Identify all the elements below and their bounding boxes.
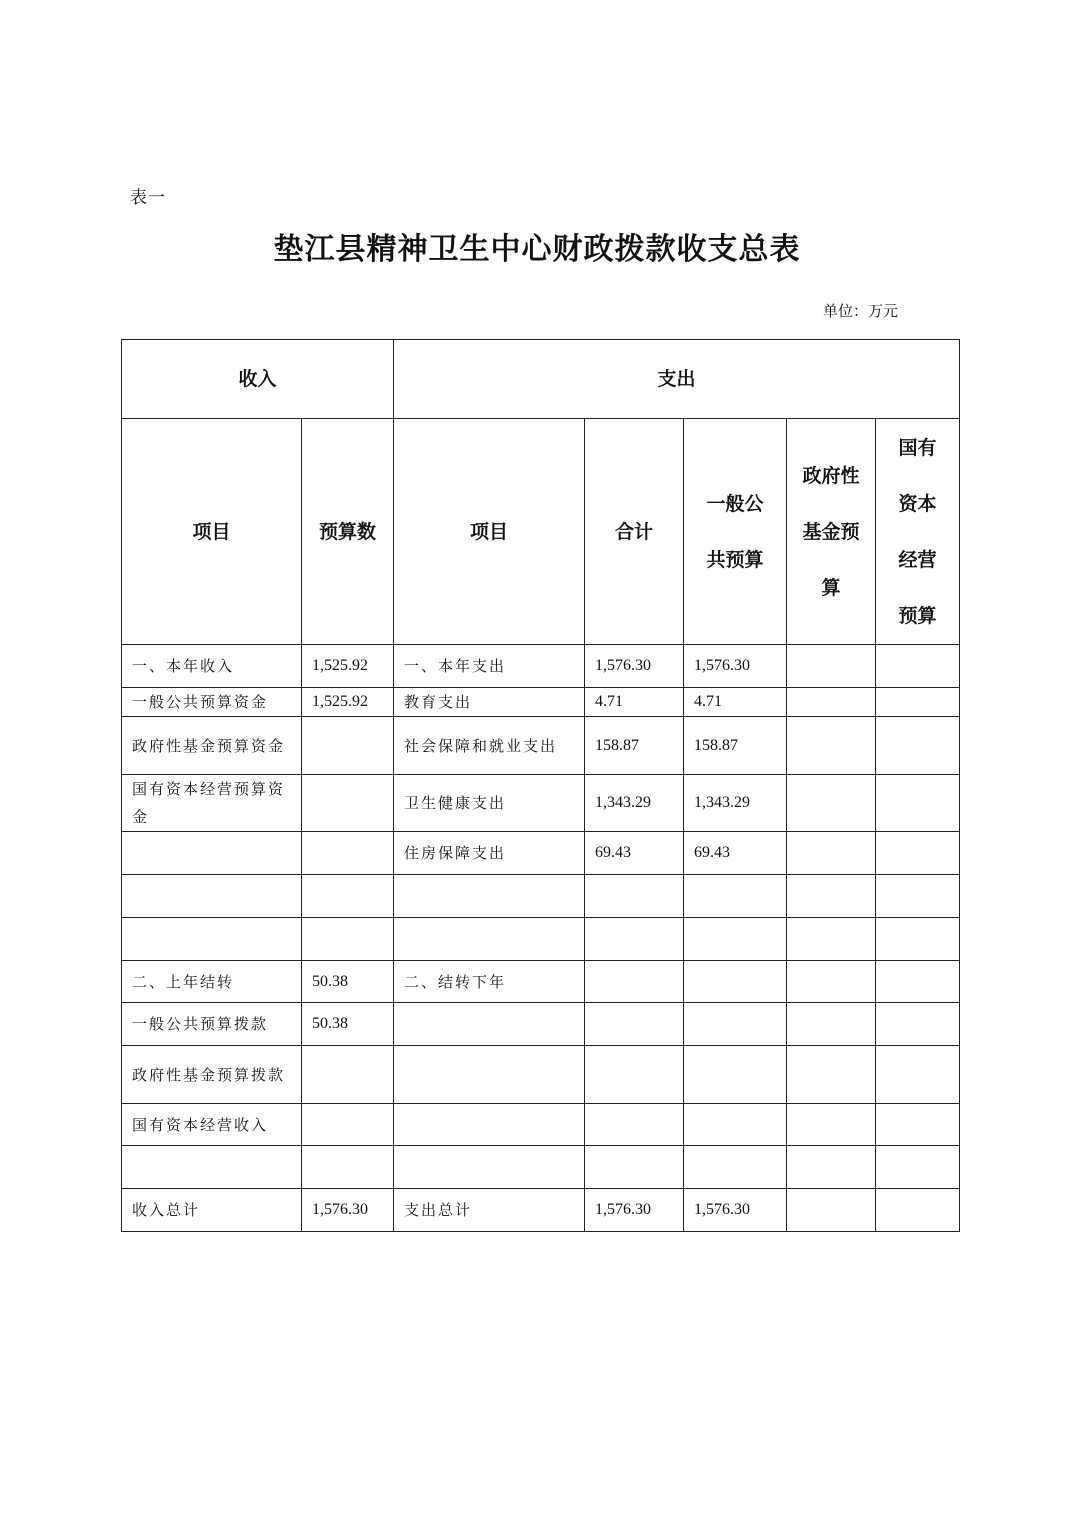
table-row <box>122 961 960 1003</box>
total-cell <box>585 875 684 918</box>
income-item-cell: 收入总计 <box>122 1189 302 1232</box>
total-header: 合计 <box>585 419 684 645</box>
general-public-cell <box>684 1146 787 1189</box>
income-header: 收入 <box>122 340 394 419</box>
income-item-cell: 政府性基金预算资金 <box>122 717 302 775</box>
general-public-cell <box>684 961 787 1003</box>
gov-fund-cell <box>787 1146 876 1189</box>
income-budget-cell <box>302 1046 394 1104</box>
header-group-row <box>122 340 960 419</box>
general-public-cell: 69.43 <box>684 832 787 875</box>
general-public-cell: 4.71 <box>684 688 787 717</box>
income-item-cell: 国有资本经营预算资金 <box>122 775 302 832</box>
page-title: 垫江县精神卫生中心财政拨款收支总表 <box>273 232 801 267</box>
table-row <box>122 1189 960 1232</box>
state-capital-cell <box>876 775 960 832</box>
expense-item-cell <box>394 1003 585 1046</box>
header-column-row <box>122 419 960 645</box>
expense-item-cell <box>394 1104 585 1146</box>
total-cell: 1,576.30 <box>585 645 684 688</box>
income-budget-cell <box>302 832 394 875</box>
expense-item-cell: 教育支出 <box>394 688 585 717</box>
expense-item-cell <box>394 1146 585 1189</box>
state-capital-cell <box>876 717 960 775</box>
table-row <box>122 1146 960 1189</box>
income-budget-cell <box>302 1104 394 1146</box>
income-budget-cell: 50.38 <box>302 1003 394 1046</box>
state-capital-cell <box>876 1189 960 1232</box>
total-cell: 1,343.29 <box>585 775 684 832</box>
income-budget-cell <box>302 1146 394 1189</box>
income-item-cell: 二、上年结转 <box>122 961 302 1003</box>
income-item-cell <box>122 875 302 918</box>
general-public-cell: 1,343.29 <box>684 775 787 832</box>
gov-fund-cell <box>787 918 876 961</box>
total-cell <box>585 1046 684 1104</box>
table-row <box>122 1104 960 1146</box>
general-public-cell <box>684 1104 787 1146</box>
income-budget-cell: 50.38 <box>302 961 394 1003</box>
income-item-cell <box>122 918 302 961</box>
income-item-cell: 一、本年收入 <box>122 645 302 688</box>
total-cell: 158.87 <box>585 717 684 775</box>
table-row <box>122 717 960 775</box>
general-public-cell: 1,576.30 <box>684 1189 787 1232</box>
gov-fund-cell <box>787 961 876 1003</box>
income-budget-cell <box>302 775 394 832</box>
general-public-cell <box>684 918 787 961</box>
total-cell: 1,576.30 <box>585 1189 684 1232</box>
state-capital-cell <box>876 1146 960 1189</box>
gov-fund-cell <box>787 1189 876 1232</box>
state-capital-cell <box>876 918 960 961</box>
table-row <box>122 775 960 832</box>
expense-item-cell: 二、结转下年 <box>394 961 585 1003</box>
state-capital-cell <box>876 645 960 688</box>
income-item-cell: 国有资本经营收入 <box>122 1104 302 1146</box>
income-item-cell: 一般公共预算拨款 <box>122 1003 302 1046</box>
expense-item-cell: 卫生健康支出 <box>394 775 585 832</box>
gov-fund-header: 政府性基金预算 <box>787 419 876 645</box>
income-item-header: 项目 <box>122 419 302 645</box>
income-item-cell <box>122 832 302 875</box>
gov-fund-cell <box>787 717 876 775</box>
expense-item-header: 项目 <box>394 419 585 645</box>
income-budget-cell: 1,525.92 <box>302 645 394 688</box>
state-capital-cell <box>876 688 960 717</box>
total-cell <box>585 1146 684 1189</box>
total-cell <box>585 1104 684 1146</box>
expense-item-cell <box>394 1046 585 1104</box>
income-budget-cell: 1,525.92 <box>302 688 394 717</box>
income-item-cell: 政府性基金预算拨款 <box>122 1046 302 1104</box>
state-capital-cell <box>876 1046 960 1104</box>
expense-header: 支出 <box>394 340 960 419</box>
state-capital-cell <box>876 832 960 875</box>
table-row <box>122 1046 960 1104</box>
general-public-cell: 1,576.30 <box>684 645 787 688</box>
table-row <box>122 875 960 918</box>
total-cell: 4.71 <box>585 688 684 717</box>
income-item-cell: 一般公共预算资金 <box>122 688 302 717</box>
income-budget-cell <box>302 918 394 961</box>
table-row <box>122 832 960 875</box>
table-row <box>122 1003 960 1046</box>
table-row <box>122 688 960 717</box>
income-item-cell <box>122 1146 302 1189</box>
total-cell <box>585 961 684 1003</box>
table-number: 表一 <box>130 188 166 208</box>
expense-item-cell <box>394 875 585 918</box>
general-public-cell <box>684 875 787 918</box>
expense-item-cell: 社会保障和就业支出 <box>394 717 585 775</box>
state-capital-cell <box>876 1003 960 1046</box>
gov-fund-cell <box>787 645 876 688</box>
total-cell <box>585 1003 684 1046</box>
gov-fund-cell <box>787 1046 876 1104</box>
state-capital-header: 国有资本经营预算 <box>876 419 960 645</box>
income-budget-cell <box>302 875 394 918</box>
general-public-cell <box>684 1003 787 1046</box>
income-budget-cell <box>302 717 394 775</box>
budget-summary-table <box>121 339 960 1232</box>
income-budget-cell: 1,576.30 <box>302 1189 394 1232</box>
general-public-header: 一般公共预算 <box>684 419 787 645</box>
gov-fund-cell <box>787 775 876 832</box>
expense-item-cell <box>394 918 585 961</box>
gov-fund-cell <box>787 875 876 918</box>
expense-item-cell: 支出总计 <box>394 1189 585 1232</box>
table-row <box>122 645 960 688</box>
general-public-cell <box>684 1046 787 1104</box>
gov-fund-cell <box>787 1104 876 1146</box>
expense-item-cell: 一、本年支出 <box>394 645 585 688</box>
income-budget-header: 预算数 <box>302 419 394 645</box>
table-row <box>122 918 960 961</box>
total-cell <box>585 918 684 961</box>
table-body <box>122 645 960 1232</box>
gov-fund-cell <box>787 832 876 875</box>
gov-fund-cell <box>787 688 876 717</box>
total-cell: 69.43 <box>585 832 684 875</box>
expense-item-cell: 住房保障支出 <box>394 832 585 875</box>
state-capital-cell <box>876 961 960 1003</box>
general-public-cell: 158.87 <box>684 717 787 775</box>
state-capital-cell <box>876 875 960 918</box>
state-capital-cell <box>876 1104 960 1146</box>
gov-fund-cell <box>787 1003 876 1046</box>
unit-label: 单位：万元 <box>822 302 898 320</box>
